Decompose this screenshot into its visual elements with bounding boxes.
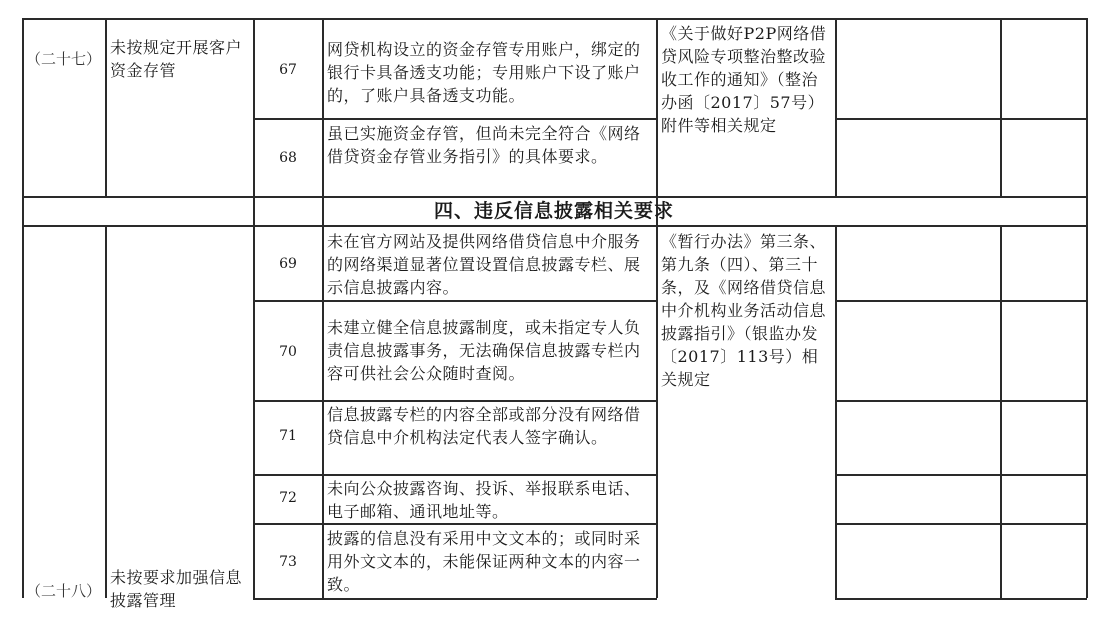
- row-divider: [253, 300, 657, 302]
- row-description: 未在官方网站及提供网络借贷信息中介服务的网络渠道显著位置设置信息披露专栏、展示信息披露内容。: [327, 232, 641, 297]
- table-border-bottom: [253, 598, 657, 600]
- row-divider: [253, 474, 657, 476]
- row-number: 73: [279, 554, 297, 570]
- column-divider-title: [105, 226, 107, 598]
- table-border-right: [1086, 18, 1088, 598]
- row-description: 信息披露专栏的内容全部或部分没有网络借贷信息中介机构法定代表人签字确认。: [327, 405, 641, 447]
- row-divider: [835, 300, 1087, 302]
- table-border-top: [22, 18, 1087, 20]
- column-divider-title: [105, 18, 107, 196]
- item-title: 未按规定开展客户资金存管: [110, 38, 243, 80]
- row-number: 70: [279, 344, 297, 360]
- row-divider: [253, 400, 657, 402]
- table-border-bottom: [835, 598, 1087, 600]
- row-description: 披露的信息没有采用中文文本的；或同时采用外文文本的，未能保证两种文本的内容一致。: [327, 529, 641, 594]
- item-title: 未按要求加强信息披露管理: [110, 568, 243, 610]
- row-description: 未向公众披露咨询、投诉、举报联系电话、电子邮箱、通讯地址等。: [327, 479, 641, 521]
- row-number: 72: [279, 490, 297, 506]
- row-description: 虽已实施资金存管，但尚未完全符合《网络借贷资金存管业务指引》的具体要求。: [327, 124, 641, 166]
- row-number: 71: [279, 428, 297, 444]
- row-divider: [253, 118, 657, 120]
- row-number: 68: [279, 150, 297, 166]
- column-divider-desc: [322, 18, 324, 598]
- row-divider: [835, 118, 1087, 120]
- item-code: （二十八）: [26, 582, 102, 600]
- section-heading: 四、违反信息披露相关要求: [433, 200, 674, 222]
- row-number: 67: [279, 62, 297, 78]
- row-divider: [835, 523, 1087, 525]
- regulatory-basis: 《关于做好P2P网络借贷风险专项整治整改验收工作的通知》（整治办函〔2017〕57号）附件等相关规定: [661, 24, 827, 135]
- row-description: 网贷机构设立的资金存管专用账户，绑定的银行卡具备透支功能；专用账户下设了账户的，了账户具备透支功能。: [327, 40, 641, 105]
- row-divider: [835, 400, 1087, 402]
- column-divider-basis: [656, 18, 658, 598]
- column-divider-col6: [1000, 226, 1002, 598]
- section-header-bottom: [22, 225, 1087, 227]
- item-code: （二十七）: [26, 50, 102, 68]
- row-divider: [253, 523, 657, 525]
- column-divider-col5: [835, 18, 837, 196]
- column-divider-col6: [1000, 18, 1002, 196]
- column-divider-col5: [835, 226, 837, 598]
- table-border-left: [22, 18, 24, 598]
- row-divider: [835, 474, 1087, 476]
- row-description: 未建立健全信息披露制度，或未指定专人负责信息披露事务，无法确保信息披露专栏内容可供社会公众随时查阅。: [327, 318, 641, 383]
- row-number: 69: [279, 256, 297, 272]
- regulatory-basis: 《暂行办法》第三条、第九条（四）、第三十条，及《网络借贷信息中介机构业务活动信息披露指引》（银监办发〔2017〕113号）相关规定: [661, 232, 827, 389]
- column-divider-no: [253, 18, 255, 598]
